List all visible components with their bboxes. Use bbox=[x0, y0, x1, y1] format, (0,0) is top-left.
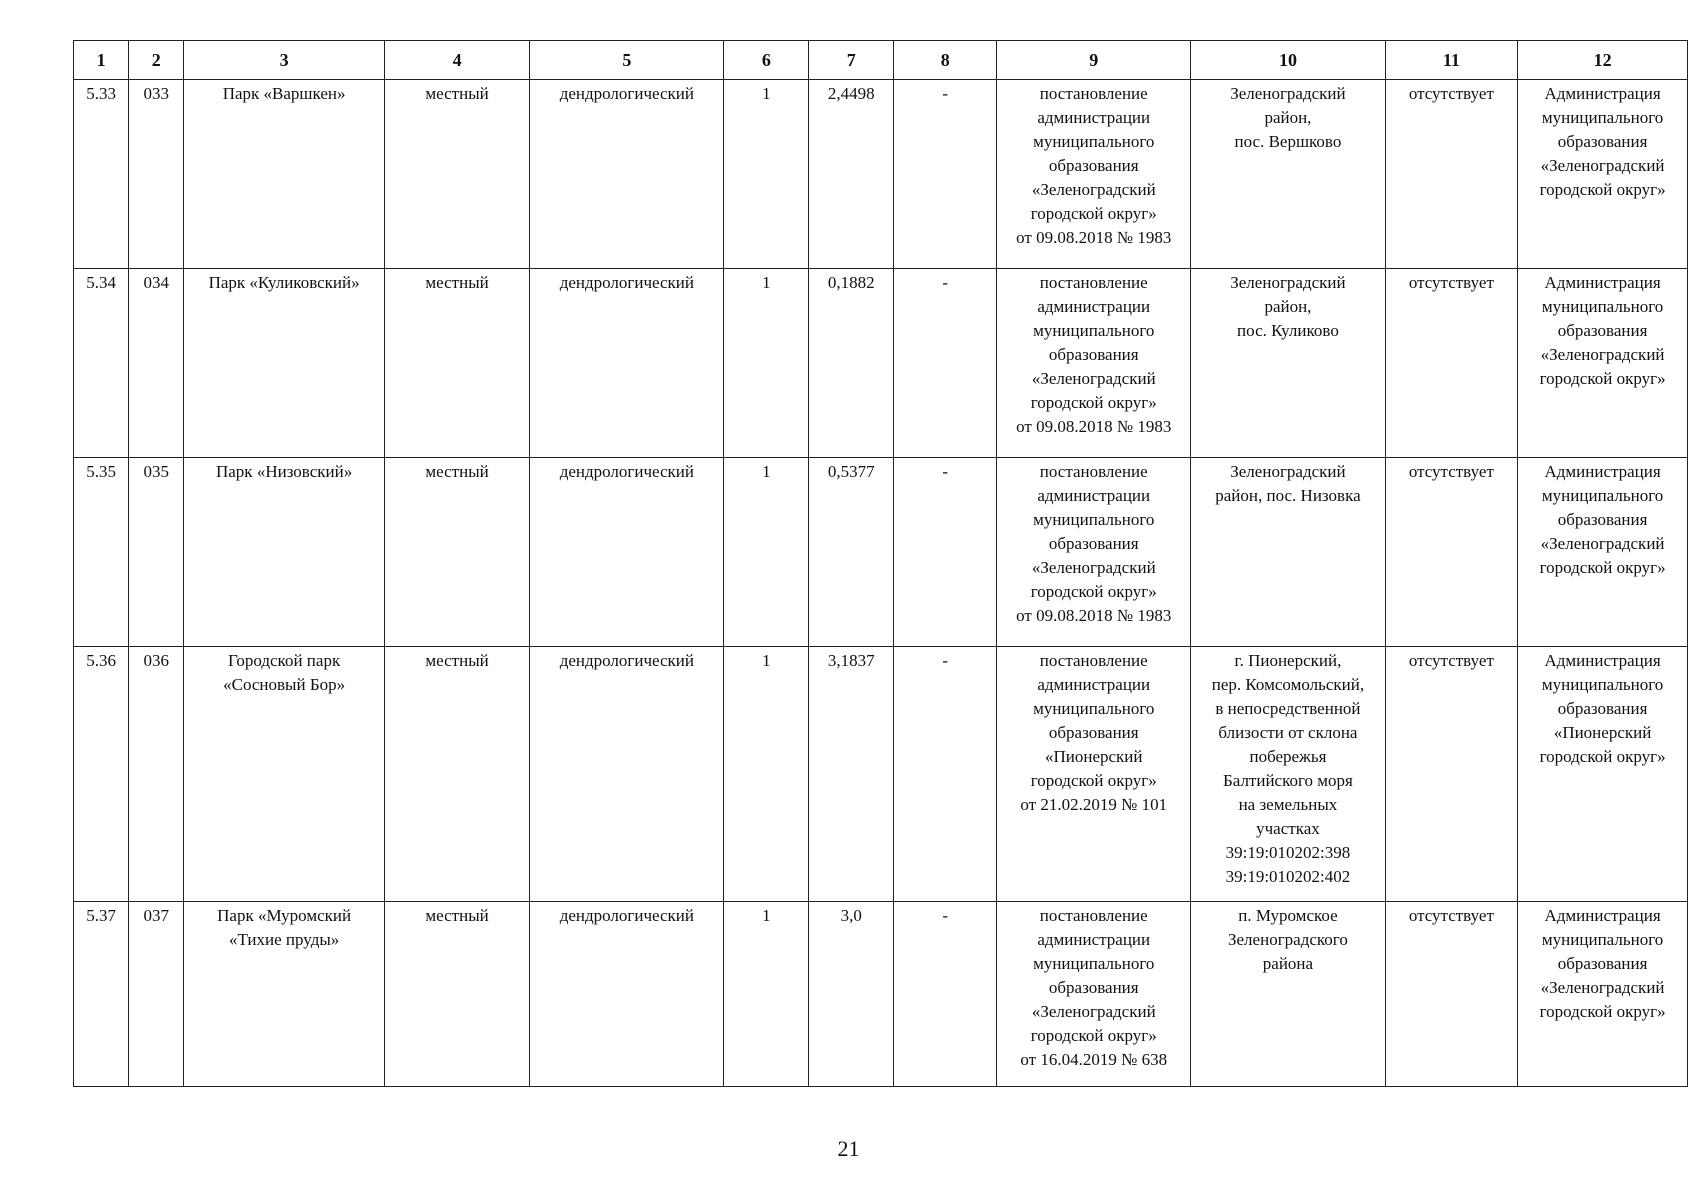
buffer-cell bbox=[894, 647, 997, 902]
row-number: 5.35 bbox=[86, 462, 116, 481]
column-header: 2 bbox=[129, 41, 184, 80]
regime: отсутствует bbox=[1408, 906, 1494, 925]
object-name: Парк «Куликовский» bbox=[208, 273, 360, 292]
decree: постановление администрации муниципального образования «Зеленоградский городской округ» от 09.08.2018 № 1983 bbox=[1016, 462, 1172, 625]
area-cell bbox=[809, 458, 894, 647]
count: 1 bbox=[762, 906, 771, 925]
location: г. Пионерский, пер. Комсомольский, в непосредственной близости от склона побережья Балтийского моря на земельных участках 39:19:010202:398 39:19:010202:402 bbox=[1211, 651, 1365, 886]
table-row bbox=[74, 269, 1688, 458]
code-cell bbox=[129, 902, 184, 1087]
column-header: 12 bbox=[1518, 41, 1688, 80]
buffer-zone: - bbox=[942, 906, 949, 925]
authority: Администрация муниципального образования «Зеленоградский городской округ» bbox=[1539, 906, 1666, 1021]
row-number-cell bbox=[74, 647, 129, 902]
buffer-cell bbox=[894, 269, 997, 458]
location: п. Муромское Зеленоградского района bbox=[1228, 906, 1348, 973]
regime: отсутствует bbox=[1408, 84, 1494, 103]
decree-cell bbox=[997, 269, 1191, 458]
location-cell bbox=[1191, 902, 1385, 1087]
decree: постановление администрации муниципального образования «Зеленоградский городской округ» от 09.08.2018 № 1983 bbox=[1016, 84, 1172, 247]
location-cell bbox=[1191, 458, 1385, 647]
count: 1 bbox=[762, 651, 771, 670]
code-cell bbox=[129, 269, 184, 458]
significance-cell bbox=[384, 269, 529, 458]
table-row bbox=[74, 647, 1688, 902]
name-cell bbox=[184, 902, 385, 1087]
name-cell bbox=[184, 269, 385, 458]
authority: Администрация муниципального образования «Зеленоградский городской округ» bbox=[1539, 462, 1666, 577]
regime: отсутствует bbox=[1408, 273, 1494, 292]
profile: дендрологический bbox=[559, 651, 694, 670]
profile: дендрологический bbox=[559, 462, 694, 481]
authority-cell bbox=[1518, 269, 1688, 458]
column-header: 8 bbox=[894, 41, 997, 80]
area-cell bbox=[809, 647, 894, 902]
location-cell bbox=[1191, 647, 1385, 902]
column-header: 7 bbox=[809, 41, 894, 80]
table-row bbox=[74, 458, 1688, 647]
profile-cell bbox=[530, 647, 724, 902]
authority-cell bbox=[1518, 902, 1688, 1087]
authority-cell bbox=[1518, 458, 1688, 647]
buffer-zone: - bbox=[942, 84, 949, 103]
row-number-cell bbox=[74, 902, 129, 1087]
buffer-zone: - bbox=[942, 651, 949, 670]
profile: дендрологический bbox=[559, 273, 694, 292]
authority-cell bbox=[1518, 647, 1688, 902]
column-header: 11 bbox=[1385, 41, 1518, 80]
location: Зеленоградский район, пос. Куликово bbox=[1230, 273, 1346, 340]
table-row bbox=[74, 902, 1688, 1087]
name-cell bbox=[184, 647, 385, 902]
location-cell bbox=[1191, 269, 1385, 458]
count-cell bbox=[724, 80, 809, 269]
regime: отсутствует bbox=[1408, 462, 1494, 481]
page-number: 21 bbox=[837, 1136, 860, 1161]
location: Зеленоградский район, пос. Низовка bbox=[1215, 462, 1361, 505]
area: 3,1837 bbox=[827, 651, 875, 670]
decree: постановление администрации муниципального образования «Зеленоградский городской округ» от 09.08.2018 № 1983 bbox=[1016, 273, 1172, 436]
object-name: Городской парк «Сосновый Бор» bbox=[223, 651, 346, 694]
decree-cell bbox=[997, 647, 1191, 902]
object-code: 035 bbox=[143, 462, 169, 481]
column-header: 4 bbox=[384, 41, 529, 80]
significance-cell bbox=[384, 647, 529, 902]
significance: местный bbox=[425, 906, 489, 925]
authority: Администрация муниципального образования «Зеленоградский городской округ» bbox=[1539, 84, 1666, 199]
code-cell bbox=[129, 647, 184, 902]
object-name: Парк «Муромский «Тихие пруды» bbox=[217, 906, 352, 949]
column-header: 6 bbox=[724, 41, 809, 80]
authority-cell bbox=[1518, 80, 1688, 269]
count: 1 bbox=[762, 273, 771, 292]
column-header: 5 bbox=[530, 41, 724, 80]
profile: дендрологический bbox=[559, 84, 694, 103]
buffer-cell bbox=[894, 80, 997, 269]
area-cell bbox=[809, 902, 894, 1087]
protected-areas-table bbox=[73, 40, 1688, 1087]
decree: постановление администрации муниципального образования «Зеленоградский городской округ» от 16.04.2019 № 638 bbox=[1020, 906, 1168, 1069]
decree-cell bbox=[997, 80, 1191, 269]
profile-cell bbox=[530, 269, 724, 458]
regime-cell bbox=[1385, 647, 1518, 902]
regime-cell bbox=[1385, 269, 1518, 458]
name-cell bbox=[184, 458, 385, 647]
profile-cell bbox=[530, 80, 724, 269]
area: 3,0 bbox=[840, 906, 862, 925]
column-header: 10 bbox=[1191, 41, 1385, 80]
decree: постановление администрации муниципального образования «Пионерский городской округ» от 21.02.2019 № 101 bbox=[1020, 651, 1168, 814]
area: 2,4498 bbox=[827, 84, 875, 103]
significance-cell bbox=[384, 458, 529, 647]
profile-cell bbox=[530, 458, 724, 647]
decree-cell bbox=[997, 458, 1191, 647]
buffer-zone: - bbox=[942, 462, 949, 481]
object-name: Парк «Варшкен» bbox=[222, 84, 346, 103]
profile: дендрологический bbox=[559, 906, 694, 925]
regime-cell bbox=[1385, 458, 1518, 647]
code-cell bbox=[129, 80, 184, 269]
object-code: 034 bbox=[143, 273, 169, 292]
decree-cell bbox=[997, 902, 1191, 1087]
name-cell bbox=[184, 80, 385, 269]
object-code: 037 bbox=[143, 906, 169, 925]
count-cell bbox=[724, 902, 809, 1087]
regime-cell bbox=[1385, 902, 1518, 1087]
header-row bbox=[74, 41, 1688, 80]
row-number: 5.33 bbox=[86, 84, 116, 103]
object-code: 033 bbox=[143, 84, 169, 103]
area-cell bbox=[809, 80, 894, 269]
column-header: 1 bbox=[74, 41, 129, 80]
profile-cell bbox=[530, 902, 724, 1087]
significance-cell bbox=[384, 902, 529, 1087]
row-number-cell bbox=[74, 269, 129, 458]
area-cell bbox=[809, 269, 894, 458]
object-name: Парк «Низовский» bbox=[215, 462, 353, 481]
row-number-cell bbox=[74, 80, 129, 269]
area: 0,5377 bbox=[827, 462, 875, 481]
row-number: 5.37 bbox=[86, 906, 116, 925]
buffer-zone: - bbox=[942, 273, 949, 292]
significance: местный bbox=[425, 84, 489, 103]
significance: местный bbox=[425, 273, 489, 292]
location-cell bbox=[1191, 80, 1385, 269]
count-cell bbox=[724, 458, 809, 647]
area: 0,1882 bbox=[827, 273, 875, 292]
buffer-cell bbox=[894, 902, 997, 1087]
authority: Администрация муниципального образования «Пионерский городской округ» bbox=[1539, 651, 1666, 766]
code-cell bbox=[129, 458, 184, 647]
column-header: 3 bbox=[184, 41, 385, 80]
row-number: 5.36 bbox=[86, 651, 116, 670]
buffer-cell bbox=[894, 458, 997, 647]
location: Зеленоградский район, пос. Вершково bbox=[1230, 84, 1346, 151]
row-number-cell bbox=[74, 458, 129, 647]
count: 1 bbox=[762, 84, 771, 103]
count: 1 bbox=[762, 462, 771, 481]
regime-cell bbox=[1385, 80, 1518, 269]
significance: местный bbox=[425, 462, 489, 481]
row-number: 5.34 bbox=[86, 273, 116, 292]
significance-cell bbox=[384, 80, 529, 269]
table-row bbox=[74, 80, 1688, 269]
authority: Администрация муниципального образования «Зеленоградский городской округ» bbox=[1539, 273, 1666, 388]
regime: отсутствует bbox=[1408, 651, 1494, 670]
count-cell bbox=[724, 269, 809, 458]
object-code: 036 bbox=[143, 651, 169, 670]
significance: местный bbox=[425, 651, 489, 670]
count-cell bbox=[724, 647, 809, 902]
column-header: 9 bbox=[997, 41, 1191, 80]
